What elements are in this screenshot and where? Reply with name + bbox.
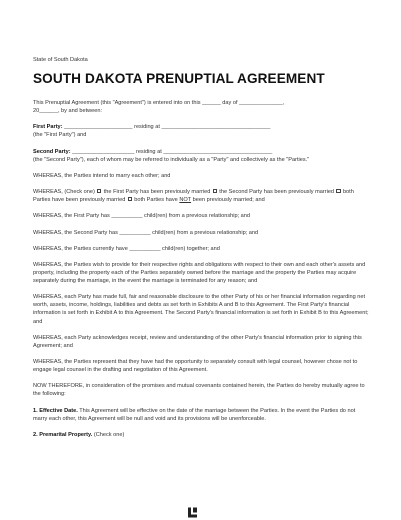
intro-line-1: This Prenuptial Agreement (this "Agreement") is entered into on this ______ day of ______________,: [33, 100, 285, 106]
document-logo-icon: [187, 507, 198, 518]
whereas-legal-counsel: WHEREAS, the Parties represent that they have had the opportunity to separately consult with legal counsel, however chose not to engage legal counsel in the drafting and negotiation of this Agreement.: [33, 359, 358, 374]
now-therefore-paragraph: NOW THEREFORE, in consideration of the promises and mutual covenants contained herein, the Parties do hereby mutually agree to the following:: [33, 383, 365, 398]
section-effective-date: [33, 407, 369, 423]
section-2-text: (Check one): [92, 431, 125, 438]
whereas-acknowledge-receipt: WHEREAS, each Party acknowledges receipt, review and understanding of the other Party's financial information prior to signing this Agreement; and: [33, 334, 362, 349]
first-party-label: First Party:: [33, 124, 63, 131]
option-not-underlined: NOT: [179, 197, 192, 204]
whereas-previously-married: [33, 188, 369, 204]
whereas-financial-disclosure: WHEREAS, each Party has made full, fair and reasonable disclosure to the other Party of his or her financial information regarding net worth, assets, income, holdings, liabilities and debts as set forth in Exhibits A and B to this Agreement. The First Party's financial information is set forth in Exhibit A to this Agreement. The Second Party's financial information is set forth in Exhibit B to this Agreement; and: [33, 294, 369, 325]
state-label: State of South Dakota: [33, 57, 88, 63]
document-title: SOUTH DAKOTA PRENUPTIAL AGREEMENT: [33, 71, 325, 86]
section-1-text: This Agreement will be effective on the date of the marriage between the Parties. In the event the Parties do not marry each other, this Agreement will be null and void and its provisions will be unenforceable.: [33, 407, 356, 422]
section-1-heading: 1. Effective Date.: [33, 407, 78, 414]
checkbox-both-not-married[interactable]: [128, 197, 132, 201]
first-party-block: [33, 123, 369, 139]
second-party-label: Second Party:: [33, 148, 71, 155]
second-party-note: (the "Second Party"), each of whom may be referred to individually as a "Party" and collectively as the "Parties.": [33, 156, 310, 163]
whereas-children-together: WHEREAS, the Parties currently have __________ child(ren) together; and: [33, 245, 220, 252]
first-party-note: (the "First Party") and: [33, 132, 87, 139]
second-party-block: [33, 148, 369, 164]
option-both-married: both Parties have been previously married: [33, 189, 354, 204]
whereas-provide-rights: WHEREAS, the Parties wish to provide for their respective rights and obligations with respect to their own and each other's assets and property, including the property each of the Parties separately owned before the marriage and the property the Parties may acquire separately during the marriage, in the event the marriage is terminated for any reason; and: [33, 261, 366, 285]
first-party-line: ______________________ residing at ___________________________________: [62, 124, 271, 131]
intro-paragraph: [33, 99, 369, 115]
checkbox-both-married[interactable]: [336, 189, 340, 193]
whereas-second-party-children: WHEREAS, the Second Party has __________ child(ren) from a previous relationship; and: [33, 229, 259, 236]
document-body: [33, 99, 369, 447]
checkbox-second-party-married[interactable]: [213, 189, 217, 193]
intro-line-2: 20______, by and between:: [33, 108, 103, 115]
checkbox-first-party-married[interactable]: [97, 189, 101, 193]
option-second-party-married: the Second Party has been previously married: [217, 189, 335, 196]
second-party-line: ____________________ residing at ___________________________________: [70, 148, 273, 155]
section-premarital-property: [33, 431, 369, 439]
whereas-check-lead: WHEREAS, (Check one): [33, 189, 95, 196]
whereas-first-party-children: WHEREAS, the First Party has __________ child(ren) from a previous relationship; and: [33, 213, 251, 220]
option-both-not-married-pre: both Parties have: [132, 197, 180, 204]
section-2-heading: 2. Premarital Property.: [33, 431, 93, 438]
option-first-party-married: the First Party has been previously married: [102, 189, 211, 196]
whereas-marry: WHEREAS, the Parties intend to marry each other; and: [33, 172, 171, 179]
option-both-not-married-post: been previously married; and: [191, 197, 265, 204]
